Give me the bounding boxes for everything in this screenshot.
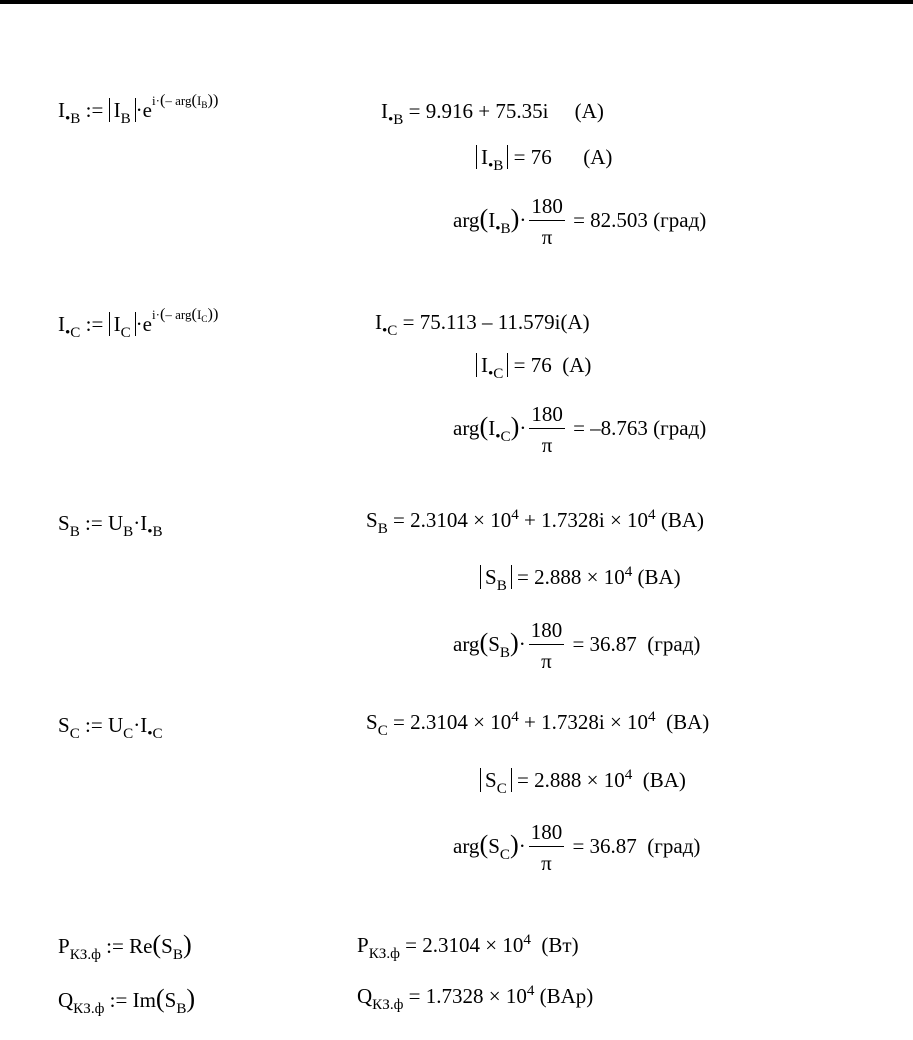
top-border	[0, 0, 913, 4]
sb-definition: $S_B$ := $U_B\cdot I_{•B}$	[58, 511, 163, 540]
ib-definition: $I_{•B}$ := $I_B \cdot e^{i\cdot(- arg(I_B))}$	[58, 90, 219, 127]
p-definition: $P_{КЗ.ф}$ := $Re(S_B)$	[58, 930, 192, 963]
sb-modulus: $S_B = 2.888 \times 10^4$ (BA)	[480, 565, 681, 589]
sb-argument: $arg(S_B)\cdot$ $\frac{180}{\pi}$ = 36.87 (град)	[453, 618, 701, 673]
ib-value: $I_{•B} = 9.916 + 75.35i$ (A)	[381, 99, 604, 128]
ib-argument: $arg(I_{•B})\cdot$ $\frac{180}{\pi}$ = 82.503 (град)	[453, 194, 707, 249]
sc-value: $S_C = 2.3104 \times 10^4 + 1.7328i \times 10^4$ (BA)	[366, 708, 710, 739]
p-value: $P_{КЗ.ф} = 2.3104 \times 10^4$ (Вт)	[357, 931, 579, 962]
sb-value: $S_B = 2.3104 \times 10^4 + 1.7328i \times 10^4$ (BA)	[366, 506, 705, 537]
ic-modulus: $I_{•C} = 76$ (A)	[476, 353, 591, 377]
sc-argument: $arg(S_C)\cdot$ $\frac{180}{\pi}$ = 36.87 (град)	[453, 820, 701, 875]
ib-modulus: $I_{•B} = 76$ (A)	[476, 145, 612, 169]
ic-definition: $I_{•C}$ := $I_C \cdot e^{i\cdot(- arg(I_C))}$	[58, 304, 219, 341]
sc-definition: $S_C$ := $U_C\cdot I_{•C}$	[58, 713, 163, 742]
q-definition: $Q_{КЗ.ф}$ := $Im(S_B)$	[58, 984, 196, 1017]
q-value: $Q_{КЗ.ф} = 1.7328 \times 10^4$ (BAр)	[357, 982, 594, 1013]
ic-argument: $arg(I_{•C})\cdot$ $\frac{180}{\pi}$ = –8.763 (град)	[453, 402, 707, 457]
sc-modulus: $S_C = 2.888 \times 10^4$ (BA)	[480, 768, 686, 792]
ic-value: $I_{•C} = 75.113 - 11.579i(A)$	[375, 310, 590, 339]
